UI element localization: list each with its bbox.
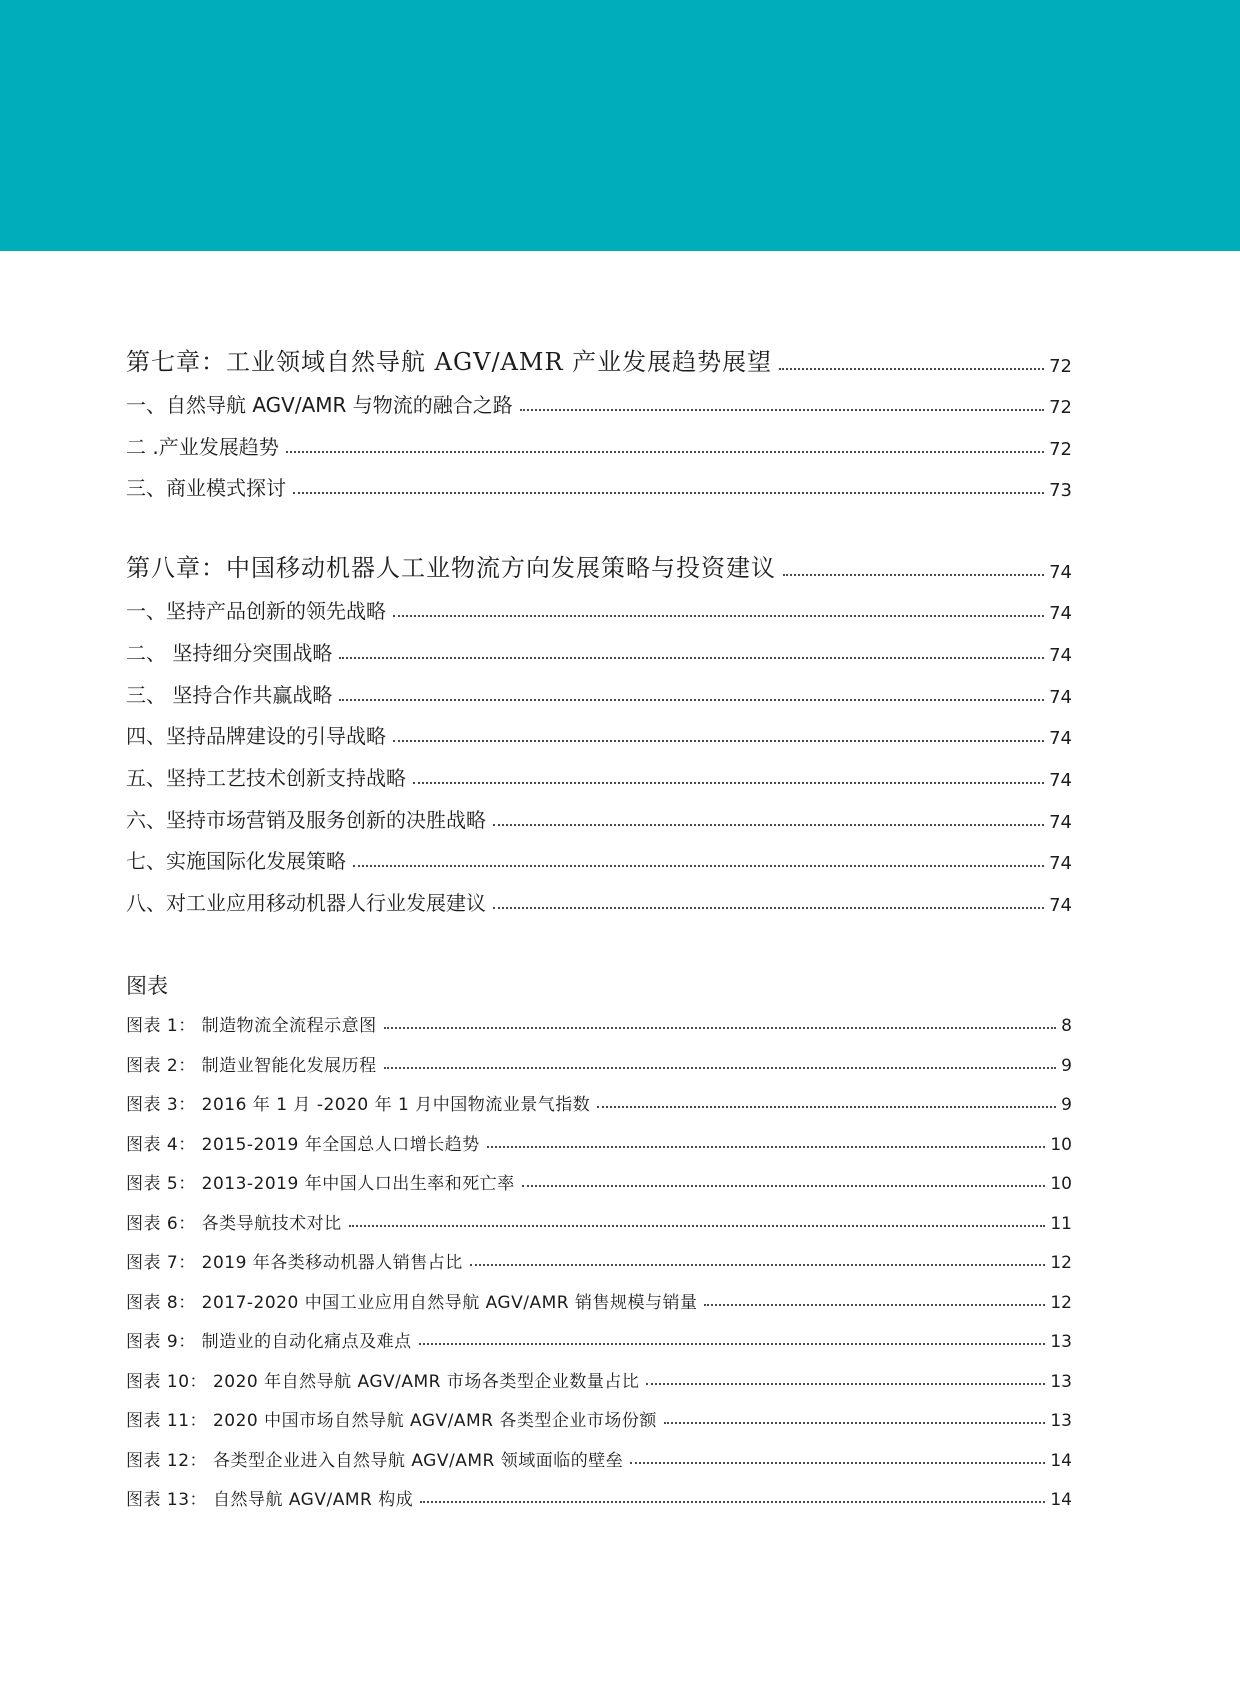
leader-dots: [522, 1185, 1046, 1187]
toc-section[interactable]: [126, 636, 1072, 666]
page-number: 72: [1049, 439, 1072, 460]
figure-title: 图表 5： 2013-2019 年中国人口出生率和死亡率: [126, 1174, 515, 1194]
leader-dots: [339, 657, 1044, 659]
page-number: 8: [1061, 1016, 1072, 1036]
leader-dots: [779, 368, 1044, 370]
leader-dots: [597, 1106, 1056, 1108]
leader-dots: [493, 907, 1044, 909]
toc-chapter-7[interactable]: [126, 347, 1072, 377]
leader-dots: [339, 699, 1044, 701]
toc-figure[interactable]: [126, 1006, 1072, 1036]
chapter-title: 第七章：工业领域自然导航 AGV/AMR 产业发展趋势展望: [126, 348, 773, 376]
leader-dots: [393, 615, 1044, 617]
page-number: 13: [1050, 1411, 1072, 1431]
leader-dots: [413, 782, 1044, 784]
page-number: 74: [1049, 853, 1072, 874]
figure-title: 图表 9： 制造业的自动化痛点及难点: [126, 1332, 412, 1352]
page-number: 9: [1061, 1095, 1072, 1115]
toc-section[interactable]: [126, 594, 1072, 624]
page-number: 72: [1049, 356, 1072, 377]
figure-title: 图表 6： 各类导航技术对比: [126, 1214, 342, 1234]
figures-heading: 图表: [126, 974, 168, 998]
toc-section[interactable]: [126, 886, 1072, 916]
leader-dots: [420, 1501, 1045, 1503]
toc-figure[interactable]: [126, 1125, 1072, 1155]
page-number: 73: [1049, 480, 1072, 501]
section-title: 一、坚持产品创新的领先战略: [126, 599, 386, 623]
page-number: 74: [1049, 645, 1072, 666]
leader-dots: [293, 492, 1044, 494]
page-number: 10: [1050, 1174, 1072, 1194]
section-title: 一、自然导航 AGV/AMR 与物流的融合之路: [126, 393, 513, 417]
page-number: 13: [1050, 1372, 1072, 1392]
toc-figure[interactable]: [126, 1480, 1072, 1510]
figure-title: 图表 4： 2015-2019 年全国总人口增长趋势: [126, 1135, 480, 1155]
page-number: 74: [1049, 728, 1072, 749]
toc-chapter-8[interactable]: [126, 553, 1072, 583]
page-number: 14: [1050, 1451, 1072, 1471]
figure-title: 图表 7： 2019 年各类移动机器人销售占比: [126, 1253, 463, 1273]
toc-figure[interactable]: [126, 1441, 1072, 1471]
figure-title: 图表 11： 2020 中国市场自然导航 AGV/AMR 各类型企业市场份额: [126, 1411, 657, 1431]
header-band: [0, 0, 1240, 251]
page-number: 13: [1050, 1332, 1072, 1352]
leader-dots: [393, 740, 1044, 742]
chapter-title: 第八章：中国移动机器人工业物流方向发展策略与投资建议: [126, 554, 776, 582]
toc-section[interactable]: [126, 471, 1072, 501]
section-title: 六、坚持市场营销及服务创新的决胜战略: [126, 808, 486, 832]
page-number: 12: [1050, 1293, 1072, 1313]
page-number: 74: [1049, 687, 1072, 708]
section-title: 四、坚持品牌建设的引导战略: [126, 724, 386, 748]
toc-section[interactable]: [126, 803, 1072, 833]
leader-dots: [783, 574, 1044, 576]
page-number: 9: [1061, 1056, 1072, 1076]
toc-section[interactable]: [126, 430, 1072, 460]
section-title: 二 .产业发展趋势: [126, 435, 279, 459]
toc-figure[interactable]: [126, 1204, 1072, 1234]
page-number: 11: [1050, 1214, 1072, 1234]
toc-section[interactable]: [126, 719, 1072, 749]
page-number: 74: [1049, 603, 1072, 624]
leader-dots: [384, 1027, 1057, 1029]
page-number: 74: [1049, 770, 1072, 791]
page-number: 74: [1049, 562, 1072, 583]
toc-figure[interactable]: [126, 1085, 1072, 1115]
section-title: 五、坚持工艺技术创新支持战略: [126, 766, 406, 790]
toc-section[interactable]: [126, 388, 1072, 418]
page-number: 12: [1050, 1253, 1072, 1273]
leader-dots: [349, 1225, 1046, 1227]
section-title: 七、实施国际化发展策略: [126, 849, 346, 873]
toc-figure[interactable]: [126, 1164, 1072, 1194]
toc-figure[interactable]: [126, 1283, 1072, 1313]
leader-dots: [646, 1383, 1045, 1385]
figure-title: 图表 2： 制造业智能化发展历程: [126, 1056, 377, 1076]
figure-title: 图表 1： 制造物流全流程示意图: [126, 1016, 377, 1036]
toc-figure[interactable]: [126, 1362, 1072, 1392]
section-title: 二、 坚持细分突围战略: [126, 641, 333, 665]
leader-dots: [353, 865, 1044, 867]
toc-section[interactable]: [126, 678, 1072, 708]
figure-title: 图表 13： 自然导航 AGV/AMR 构成: [126, 1490, 414, 1510]
section-title: 八、对工业应用移动机器人行业发展建议: [126, 891, 486, 915]
leader-dots: [493, 824, 1044, 826]
figure-title: 图表 8： 2017-2020 中国工业应用自然导航 AGV/AMR 销售规模与销量: [126, 1293, 698, 1313]
leader-dots: [487, 1146, 1046, 1148]
leader-dots: [286, 451, 1044, 453]
toc-figure[interactable]: [126, 1046, 1072, 1076]
toc-section[interactable]: [126, 844, 1072, 874]
figure-title: 图表 3： 2016 年 1 月 -2020 年 1 月中国物流业景气指数: [126, 1095, 591, 1115]
page-number: 74: [1049, 812, 1072, 833]
section-title: 三、 坚持合作共赢战略: [126, 683, 333, 707]
leader-dots: [419, 1343, 1046, 1345]
leader-dots: [384, 1067, 1057, 1069]
page-number: 72: [1049, 397, 1072, 418]
page-number: 10: [1050, 1135, 1072, 1155]
toc-figure[interactable]: [126, 1322, 1072, 1352]
page-number: 74: [1049, 895, 1072, 916]
leader-dots: [704, 1304, 1045, 1306]
section-title: 三、商业模式探讨: [126, 476, 286, 500]
leader-dots: [470, 1264, 1046, 1266]
leader-dots: [664, 1422, 1045, 1424]
figure-title: 图表 10： 2020 年自然导航 AGV/AMR 市场各类型企业数量占比: [126, 1372, 640, 1392]
figure-title: 图表 12： 各类型企业进入自然导航 AGV/AMR 领域面临的壁垒: [126, 1451, 624, 1471]
toc-section[interactable]: [126, 761, 1072, 791]
leader-dots: [630, 1462, 1045, 1464]
toc-figure[interactable]: [126, 1243, 1072, 1273]
page-number: 14: [1050, 1490, 1072, 1510]
toc-figure[interactable]: [126, 1401, 1072, 1431]
leader-dots: [520, 409, 1044, 411]
